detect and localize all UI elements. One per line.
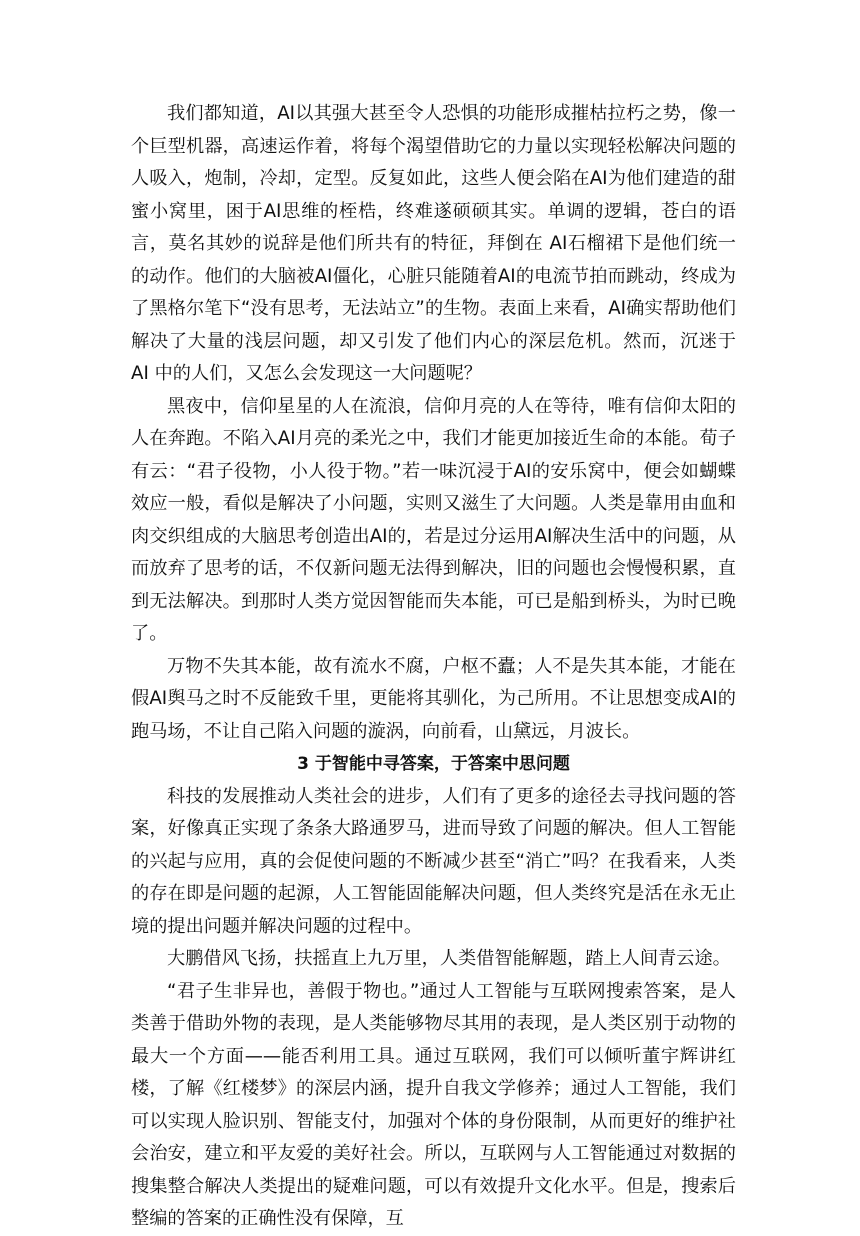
- paragraph-instinct: 万物不失其本能，故有流水不腐，户枢不蠹；人不是失其本能，才能在假AI舆马之时不反能致千里，更能将其驯化，为己所用。不让思想变成AI的跑马场，不让自己陷入问题的漩涡，向前看，山黛远，月波长。: [131, 655, 736, 742]
- paragraph-dapeng: 大鹏借风飞扬，扶摇直上九万里，人类借智能解题，踏上人间青云途。: [167, 948, 731, 969]
- paragraph-junzi: “君子生非异也，善假于物也。”通过人工智能与互联网搜索答案，是人类善于借助外物的表现，是人类能够物尽其用的表现，是人类区别于动物的最大一个方面——能否利用工具。通过互联网，我们可以倾听董宇辉讲红楼，了解《红楼梦》的深层内涵，提升自我文学修养；通过人工智能，我们可以实现人脸识别、智能支付，加强对个体的身份限制，从而更好的维护社会治安，建立和平友爱的美好社会。所以，互联网与人工智能通过对数据的搜集整合解决人类提出的疑难问题，可以有效提升文化水平。但是，搜索后整编的答案的正确性没有保障，互: [131, 980, 736, 1229]
- paragraph-ai-machine: 我们都知道，AI以其强大甚至令人恐惧的功能形成摧枯拉朽之势，像一个巨型机器，高速运作着，将每个渴望借助它的力量以实现轻松解决问题的人吸入，炮制，冷却，定型。反复如此，这些人便会陷在AI为他们建造的甜蜜小窝里，困于AI思维的桎梏，终难遂硕硕其实。单调的逻辑，苍白的语言，莫名其妙的说辞是他们所共有的特征，拜倒在 AI石榴裙下是他们统一的动作。他们的大脑被AI僵化，心脏只能随着AI的电流节拍而跳动，终成为了黑格尔笔下“没有思考，无法站立”的生物。表面上来看，AI确实帮助他们解决了大量的浅层问题，却又引发了他们内心的深层危机。然而，沉迷于 AI 中的人们，又怎么会发现这一大问题呢？: [131, 103, 736, 384]
- section-heading: 3 于智能中寻答案，于答案中思问题: [297, 754, 570, 774]
- paragraph-tech-progress: 科技的发展推动人类社会的进步，人们有了更多的途径去寻找问题的答案，好像真正实现了条条大路通罗马，进而导致了问题的解决。但人工智能的兴起与应用，真的会促使问题的不断减少甚至“消亡”吗？在我看来，人类的存在即是问题的起源，人工智能固能解决问题，但人类终究是活在永无止境的提出问题并解决问题的过程中。: [131, 785, 736, 937]
- document-page: [131, 98, 736, 1236]
- paragraph-night-faith: 黑夜中，信仰星星的人在流浪，信仰月亮的人在等待，唯有信仰太阳的人在奔跑。不陷入AI月亮的柔光之中，我们才能更加接近生命的本能。荀子有云：“君子役物，小人役于物。”若一味沉浸于AI的安乐窝中，便会如蝴蝶效应一般，看似是解决了小问题，实则又滋生了大问题。人类是靠用由血和肉交织组成的大脑思考创造出AI的，若是过分运用AI解决生活中的问题，从而放弃了思考的话，不仅新问题无法得到解决，旧的问题也会慢慢积累，直到无法解决。到那时人类方觉因智能而失本能，可已是船到桥头，为时已晚了。: [131, 395, 736, 644]
